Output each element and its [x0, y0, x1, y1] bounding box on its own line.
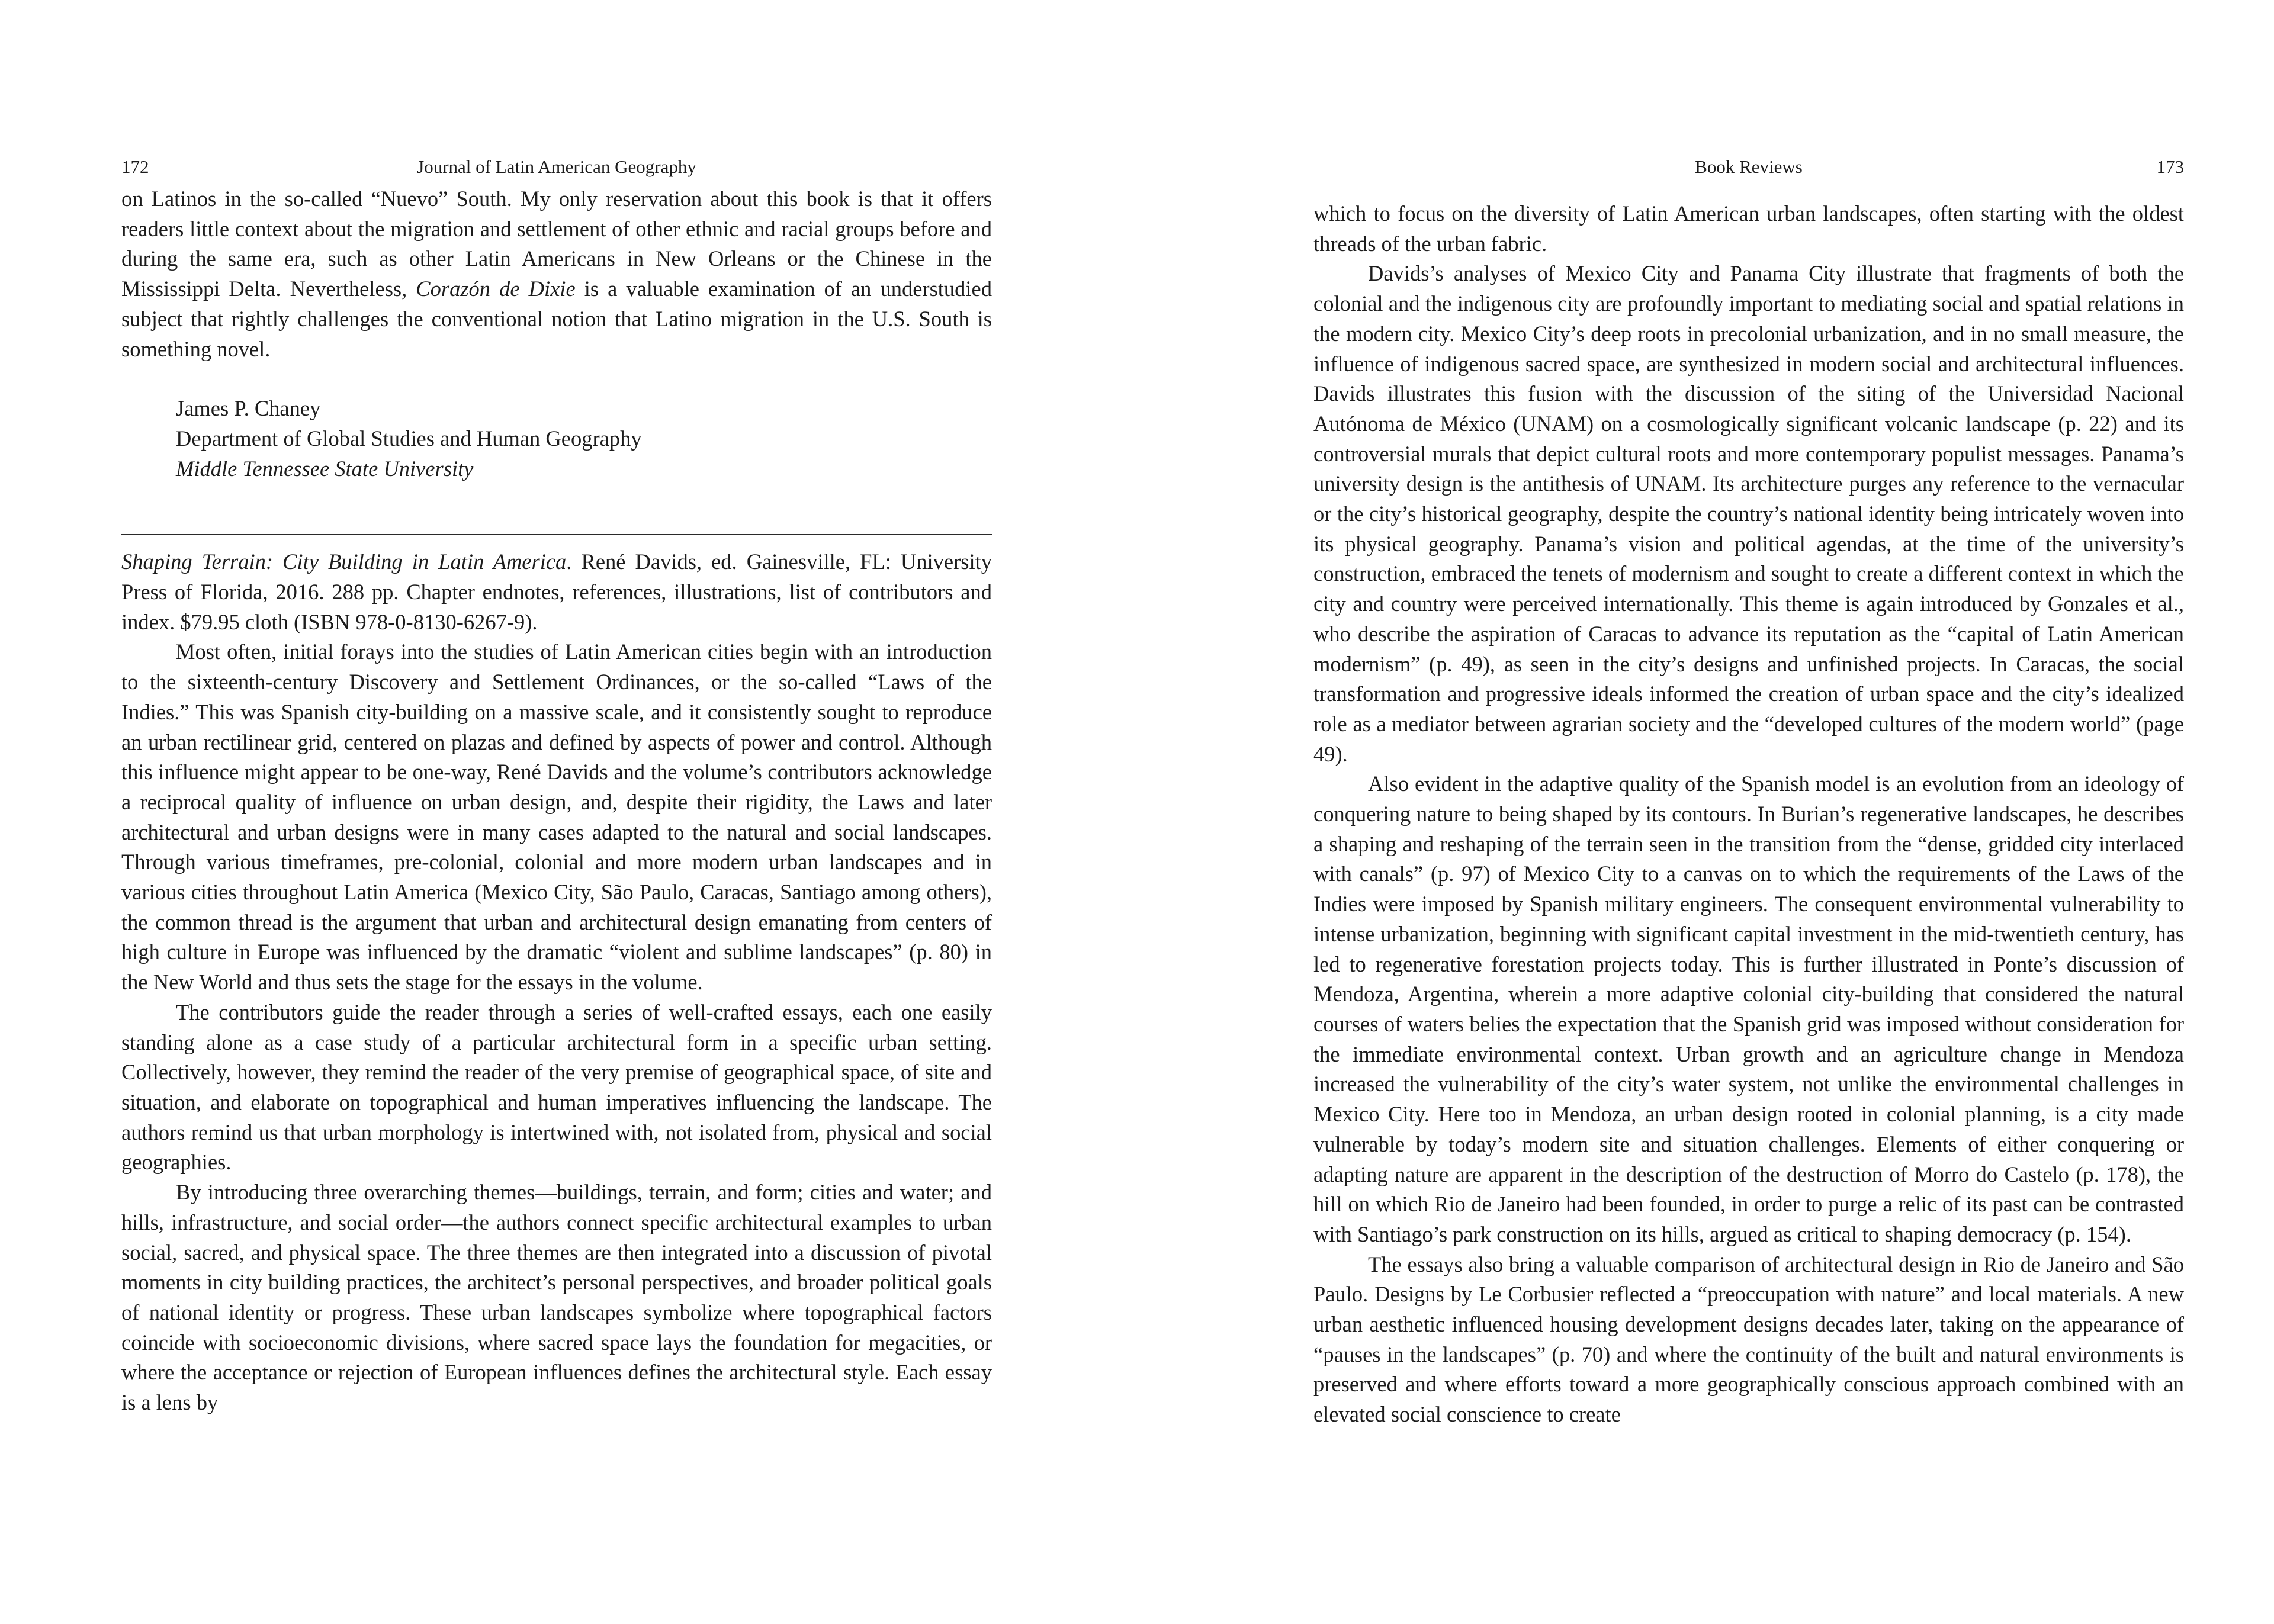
section-divider — [121, 534, 992, 535]
left-page — [121, 0, 992, 1624]
continued-paragraph: on Latinos in the so-called “Nuevo” South. My only reservation about this book is that it offers readers little context about the migration and settlement of other ethnic and racial groups before and during the same era, such as other Latin Americans in New Orleans or the Chinese in the Mississippi Delta. Nevertheless, Corazón de Dixie is a valuable examination of an understudied subject that rightly challenges the conventional notion that Latino migration in the U.S. South is something novel. — [121, 186, 993, 361]
page-number: 172 — [121, 156, 149, 177]
review-paragraph: Most often, initial forays into the studies of Latin American cities begin with an introduction to the sixteenth-century Discovery and Settlement Ordinances, or the so-called “Laws of the Indies.” This was Spanish city-building on a massive scale, and it consistently sought to reproduce an urban rectilinear grid, centered on plazas and defined by aspects of power and control. Although this influence might appear to be one-way, René Davids and the volume’s contributors acknowledge a reciprocal quality of influence on urban design, and, despite their rigidity, the Laws and later architectural and urban designs were in many cases adapted to the natural and social landscapes. Through various timeframes, pre-colonial, colonial and more modern urban landscapes and in various cities throughout Latin America (Mexico City, São Paulo, Caracas, Santiago among others), the common thread is the argument that urban and architectural design emanating from centers of high culture in Europe was influenced by the dramatic “violent and sublime landscapes” (p. 80) in the New World and thus sets the stage for the essays in the volume. — [121, 639, 992, 995]
right-page-body — [1313, 199, 2184, 1430]
review-paragraph: The essays also bring a valuable comparison of architectural design in Rio de Janeiro and São Paulo. Designs by Le Corbusier reflected a “preoccupation with nature” and local materials. A new urban aesthetic influenced housing development designs decades later, taking on the appearance of “pauses in the landscapes” (p. 70) and where the continuity of the built and natural environments is preserved and where efforts toward a more geographically conscious approach combined with an elevated social conscience to create — [1313, 1252, 2184, 1427]
citation-details: . René Davids, ed. Gainesville, FL: University Press of Florida, 2016. 288 pp. Chapter endnotes, references, illustrations, list of contributors and index. $79.95 cloth (ISBN 978-0-8130-6267-9). — [121, 549, 992, 634]
reviewer-signature — [176, 394, 992, 484]
running-head-left — [121, 155, 992, 179]
journal-title: Journal of Latin American Geography — [417, 156, 696, 177]
review-paragraph: The contributors guide the reader through a series of well-crafted essays, each one easily standing alone as a case study of a particular architectural form in a specific urban setting. Collectively, however, they remind the reader of the very premise of geographical space, of site and situation, and elaborate on topographical and human imperatives influencing the landscape. The authors remind us that urban morphology is intertwined with, not isolated from, physical and social geographies. — [121, 999, 992, 1175]
book-citation — [121, 547, 992, 637]
review-paragraph: Also evident in the adaptive quality of the Spanish model is an evolution from an ideology of conquering nature to being shaped by its contours. In Burian’s regenerative landscapes, he describes a shaping and reshaping of the terrain seen in the transition from the “dense, gridded city interlaced with canals” (p. 97) of Mexico City to a canvas on to which the requirements of the Laws of the Indies were imposed by Spanish military engineers. The consequent environmental vulnerability to intense urbanization, beginning with significant capital investment in the mid-twentieth century, has led to regenerative forestation projects today. This is further illustrated in Ponte’s discussion of Mendoza, Argentina, wherein a more adaptive colonial city-building that considered the natural courses of waters belies the expectation that the Spanish grid was imposed without consideration for the immediate environmental context. Urban growth and an agriculture change in Mendoza increased the vulnerability of the city’s water system, not unlike the environmental challenges in Mexico City. Here too in Mendoza, an urban design rooted in colonial planning, is a city made vulnerable by today’s modern site and situation challenges. Elements of either conquering or adapting nature are apparent in the description of the destruction of Morro do Castelo (p. 178), the hill on which Rio de Janeiro had been founded, in order to purge a relic of its past can be contrasted with Santiago’s park construction on its hills, argued as critical to shaping democracy (p. 154). — [1313, 771, 2184, 1246]
continued-paragraph: which to focus on the diversity of Latin American urban landscapes, often starting with the oldest threads of the urban fabric. — [1313, 201, 2184, 256]
left-page-body — [121, 184, 992, 1418]
review-paragraph: Davids’s analyses of Mexico City and Panama City illustrate that fragments of both the colonial and the indigenous city are profoundly important to mediating social and spatial relations in the modern city. Mexico City’s deep roots in precolonial urbanization, and in no small measure, the influence of indigenous sacred space, are synthesized in modern social and architectural influences. Davids illustrates this fusion with the discussion of the siting of the Universidad Nacional Autónoma de México (UNAM) on a cosmologically significant volcanic landscape (p. 22) and its controversial murals that depict cultural roots and more contemporary populist messages. Panama’s university design is the antithesis of UNAM. Its architecture purges any reference to the vernacular or the city’s historical geography, despite the country’s national identity being intricately woven into its physical geography. Panama’s vision and political agendas, at the time of the university’s construction, embraced the tenets of modernism and sought to create a different context in which the city and country were perceived internationally. This theme is again introduced by Gonzales et al., who describe the aspiration of Caracas to advance its reputation as the “capital of Latin American modernism” (p. 49), as seen in the city’s designs and unfinished projects. In Caracas, the social transformation and progressive ideals informed the creation of urban space and the city’s idealized role as a mediator between agrarian society and the “developed cultures of the modern world” (page 49). — [1313, 261, 2184, 766]
running-head-right — [1313, 155, 2184, 179]
section-title: Book Reviews — [1695, 156, 1803, 177]
page-number: 173 — [2156, 156, 2184, 177]
review-paragraph: By introducing three overarching themes—buildings, terrain, and form; cities and water; and hills, infrastructure, and social order—the authors connect specific architectural examples to urban social, sacred, and physical space. The three themes are then integrated into a discussion of pivotal moments in city building practices, the architect’s personal perspectives, and broader political goals of national identity or progress. These urban landscapes symbolize where topographical factors coincide with socioeconomic divisions, where sacred space lays the foundation for megacities, or where the acceptance or rejection of European influences defines the architectural style. Each essay is a lens by — [121, 1180, 992, 1415]
reviewer-name: James P. Chaney — [176, 396, 321, 421]
right-page — [1313, 0, 2184, 1624]
reviewer-department: Department of Global Studies and Human Geography — [176, 426, 642, 451]
book-title-italic: Corazón de Dixie — [416, 276, 576, 301]
reviewer-institution: Middle Tennessee State University — [176, 456, 474, 481]
citation-title: Shaping Terrain: City Building in Latin America — [121, 549, 567, 574]
